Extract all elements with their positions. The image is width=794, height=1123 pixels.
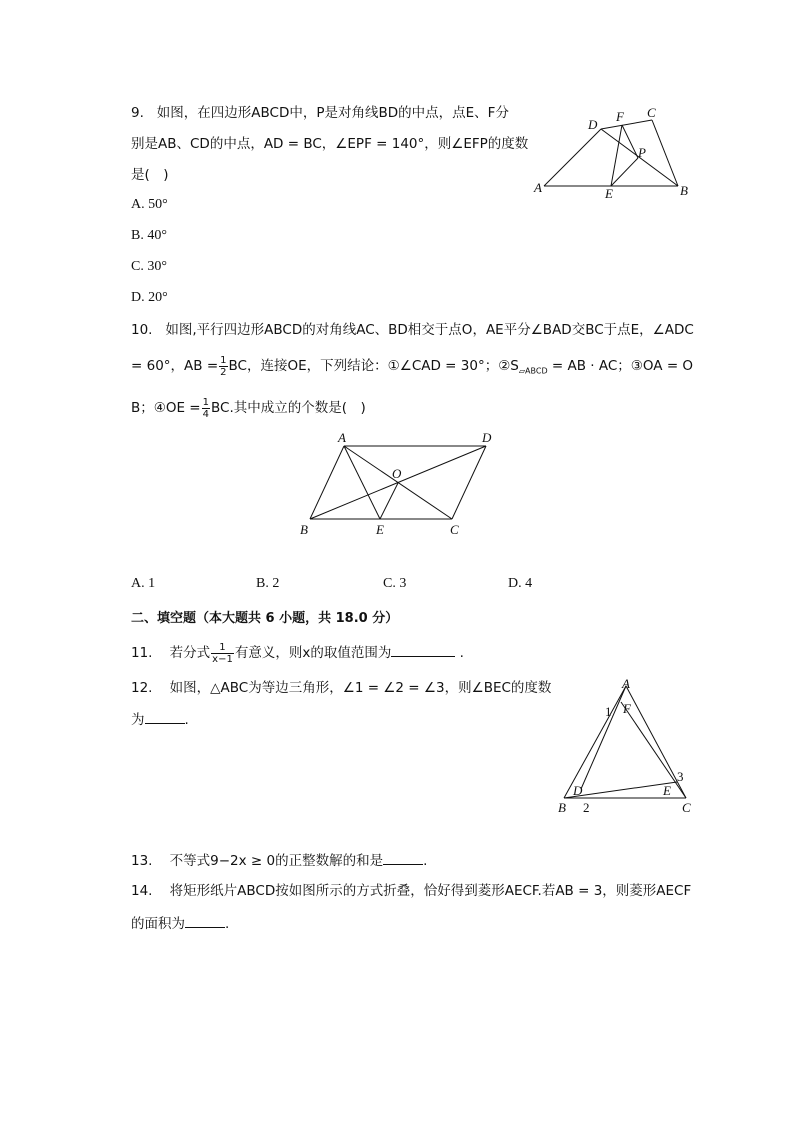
q10-line2-a: = 60°，AB = bbox=[131, 358, 219, 374]
q12-line1 bbox=[131, 678, 551, 698]
q14-stem-line1: 将矩形纸片ABCD按如图所示的方式折叠，恰好得到菱形AECF.若AB = 3，则菱形AECF bbox=[169, 883, 692, 899]
q12-line2-b: . bbox=[184, 712, 189, 728]
q10-option-a: A. 1 bbox=[131, 576, 156, 591]
q11-answer-blank[interactable] bbox=[391, 642, 455, 657]
section-2-title: 二、填空题（本大题共 6 小题，共 18.0 分） bbox=[131, 611, 399, 626]
q14-line2-a: 的面积为 bbox=[131, 916, 185, 932]
q10-parallelogram-subscript: ▱ABCD bbox=[518, 366, 548, 376]
q9-label-a: A bbox=[534, 180, 542, 195]
q10-frac2-num: 1 bbox=[202, 396, 209, 408]
q9-label-c: C bbox=[647, 105, 656, 120]
q10-line1 bbox=[131, 320, 694, 340]
q9-label-b: B bbox=[680, 183, 688, 198]
q10-fraction-quarter bbox=[202, 397, 210, 420]
q9-label-p: P bbox=[638, 145, 646, 160]
q10-label-e: E bbox=[376, 522, 384, 537]
q10-frac1-num: 1 bbox=[220, 354, 227, 366]
q9-stem-line2: 别是AB、CD的中点，AD = BC，∠EPF = 140°，则∠EFP的度数 bbox=[131, 136, 529, 152]
q10-line3-a: B；④OE = bbox=[131, 400, 201, 416]
q13-text-b: . bbox=[423, 853, 428, 869]
q9-option-d: D. 20° bbox=[131, 290, 168, 305]
q12-figure bbox=[550, 674, 700, 819]
q9-line1 bbox=[131, 103, 509, 123]
q9-label-e: E bbox=[605, 186, 613, 201]
q10-frac1-den: 2 bbox=[220, 366, 227, 378]
q11-fraction bbox=[211, 642, 234, 665]
q10-line3 bbox=[131, 394, 366, 422]
q9-label-f: F bbox=[616, 109, 624, 124]
q10-line2 bbox=[131, 352, 693, 386]
q11-text-c: . bbox=[459, 645, 464, 661]
q14-number: 14. bbox=[131, 883, 153, 899]
q10-label-d: D bbox=[482, 430, 492, 445]
q12-label-d: D bbox=[573, 783, 583, 798]
q10-fraction-half bbox=[219, 355, 227, 378]
q14-line1 bbox=[131, 881, 691, 901]
q13-text-a: 不等式9−2x ≥ 0的正整数解的和是 bbox=[169, 853, 384, 869]
q12-label-angle-3: 3 bbox=[677, 769, 684, 784]
q10-option-c: C. 3 bbox=[383, 576, 407, 591]
q9-label-d: D bbox=[588, 117, 598, 132]
q11-text-a: 若分式 bbox=[169, 645, 211, 661]
q10-number: 10. bbox=[131, 322, 153, 338]
q12-number: 12. bbox=[131, 680, 153, 696]
q10-label-a: A bbox=[338, 430, 346, 445]
q10-label-o: O bbox=[392, 466, 402, 481]
q11-frac-den: x−1 bbox=[212, 653, 233, 665]
q11-number: 11. bbox=[131, 645, 153, 661]
q10-line2-b: BC，连接OE，下列结论：①∠CAD = 30°；②S bbox=[228, 358, 519, 374]
q14-line2-b: . bbox=[225, 916, 230, 932]
q10-option-d: D. 4 bbox=[508, 576, 533, 591]
q12-line2-a: 为 bbox=[131, 712, 145, 728]
q10-label-c: C bbox=[450, 522, 459, 537]
q10-label-b: B bbox=[300, 522, 308, 537]
q9-stem-line1: 如图，在四边形ABCD中，P是对角线BD的中点，点E、F分 bbox=[156, 105, 509, 121]
q10-figure bbox=[290, 428, 505, 543]
q10-option-b: B. 2 bbox=[256, 576, 280, 591]
q12-label-angle-2: 2 bbox=[583, 800, 590, 815]
q9-option-b: B. 40° bbox=[131, 228, 167, 243]
q14-line2 bbox=[131, 913, 229, 934]
q12-label-e: E bbox=[663, 783, 671, 798]
q14-answer-blank[interactable] bbox=[185, 913, 225, 928]
q11-text-b: 有意义，则x的取值范围为 bbox=[234, 645, 392, 661]
q11-frac-num: 1 bbox=[211, 642, 234, 654]
q12-line2 bbox=[131, 709, 189, 730]
q12-label-b: B bbox=[558, 800, 566, 815]
q9-figure bbox=[530, 100, 700, 205]
q9-option-a: A. 50° bbox=[131, 197, 168, 212]
q13-line bbox=[131, 850, 427, 871]
q10-stem-line1: 如图,平行四边形ABCD的对角线AC、BD相交于点O，AE平分∠BAD交BC于点E，∠ADC bbox=[165, 322, 694, 338]
q13-number: 13. bbox=[131, 853, 153, 869]
q9-option-c: C. 30° bbox=[131, 259, 167, 274]
q10-line2-c: = AB · AC；③OA = O bbox=[547, 358, 694, 374]
q12-stem-line1: 如图，△ABC为等边三角形，∠1 = ∠2 = ∠3，则∠BEC的度数 bbox=[169, 680, 552, 696]
q12-answer-blank[interactable] bbox=[145, 709, 185, 724]
q9-stem-line3: 是( ) bbox=[131, 167, 169, 183]
q12-label-a: A bbox=[622, 676, 630, 691]
q10-frac2-den: 4 bbox=[202, 408, 209, 420]
q12-label-angle-1: 1 bbox=[605, 704, 612, 719]
q12-label-f: F bbox=[623, 701, 631, 716]
q13-answer-blank[interactable] bbox=[383, 850, 423, 865]
q10-line3-b: BC.其中成立的个数是( ) bbox=[211, 400, 366, 416]
q9-number: 9. bbox=[131, 105, 144, 121]
q12-label-c: C bbox=[682, 800, 691, 815]
q11-line bbox=[131, 639, 464, 667]
